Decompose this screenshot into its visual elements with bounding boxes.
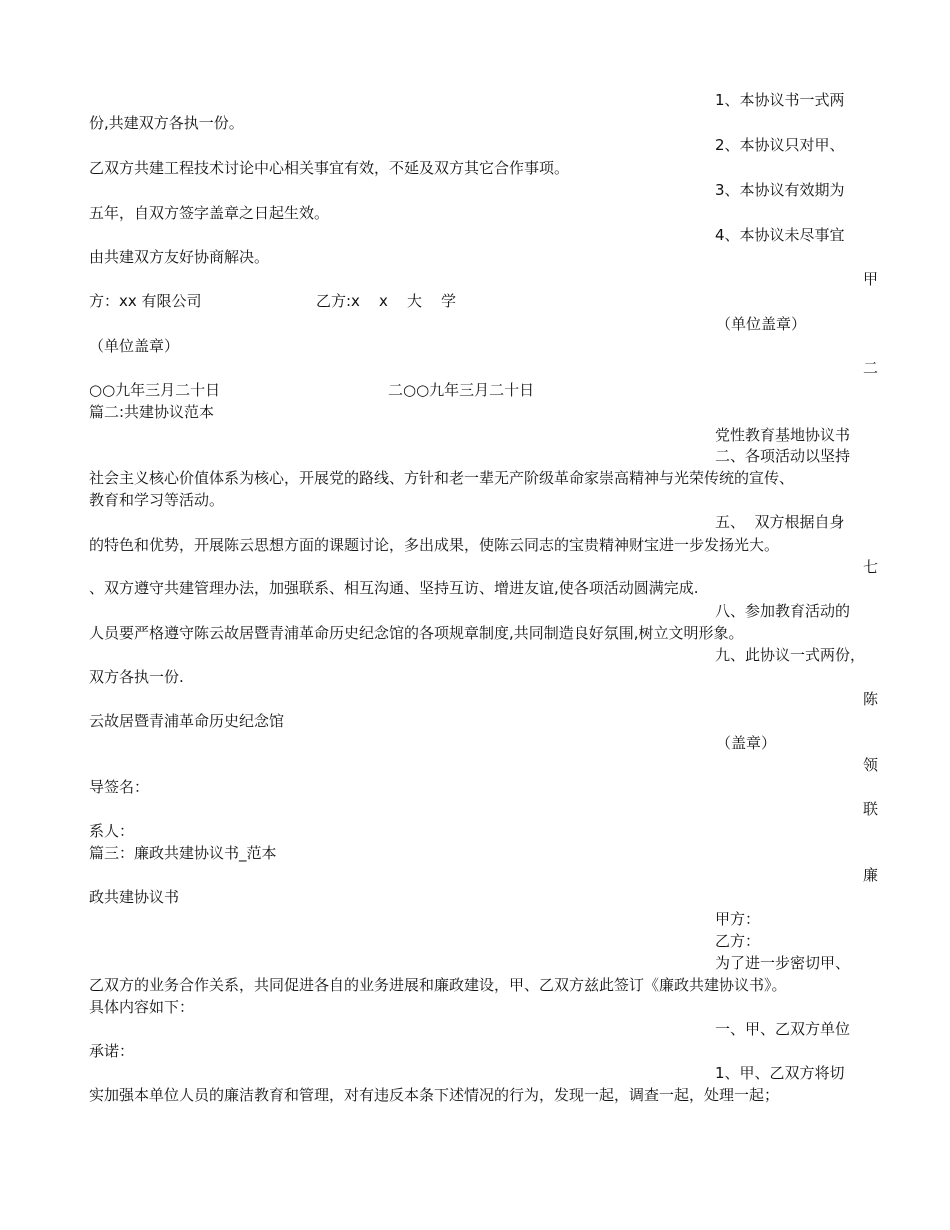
text-line: 八、参加教育活动的 [715, 602, 851, 620]
text-line: 承诺： [89, 1042, 135, 1060]
text-line: 廉 [863, 866, 879, 884]
text-line: 系人： [89, 822, 135, 840]
text-line: 乙双方的业务合作关系，共同促进各自的业务进展和廉政建设，甲、乙双方兹此签订《廉政共建协议书》。 [89, 976, 787, 994]
date-text: ○○九年三月二十日 [89, 381, 221, 399]
text-line: 份,共建双方各执一份。 [89, 114, 244, 132]
seal-label: （盖章） [716, 734, 777, 752]
text-line: 领 [863, 756, 879, 774]
text-line: 乙方： [715, 932, 761, 950]
party-b-name: 乙方:x x 大 学 [316, 292, 457, 310]
text-line: 二 [863, 359, 879, 377]
text-line: 2、本协议只对甲、 [715, 136, 845, 154]
text-line: 1、本协议书一式两 [715, 91, 845, 109]
text-line: 甲 [863, 270, 879, 288]
text-line: 实加强本单位人员的廉洁教育和管理，对有违反本条下述情况的行为，发现一起，调查一起，处理一起； [89, 1086, 780, 1104]
section-heading: 篇三：廉政共建协议书_范本 [89, 844, 277, 862]
text-line: 人员要严格遵守陈云故居暨青浦革命历史纪念馆的各项规章制度,共同制造良好氛围,树立文明形象。 [89, 624, 744, 642]
text-line: 五年，自双方签字盖章之日起生效。 [89, 204, 330, 222]
text-line: 为了进一步密切甲、 [715, 954, 851, 972]
text-line: 的特色和优势，开展陈云思想方面的课题讨论，多出成果，使陈云同志的宝贵精神财宝进一步发扬光大。 [89, 536, 780, 554]
text-line: 甲方： [715, 910, 761, 928]
text-line: 联 [863, 800, 879, 818]
section-heading: 篇二:共建协议范本 [89, 403, 215, 421]
text-line: 由共建双方友好协商解决。 [89, 248, 270, 266]
text-line: 二、各项活动以坚持 [715, 447, 851, 465]
text-line: 1、甲、乙双方将切 [715, 1064, 845, 1082]
text-line: 教育和学习等活动。 [89, 491, 225, 509]
seal-label: （单位盖章） [89, 337, 180, 355]
party-a-name: 方：xx 有限公司 [89, 292, 202, 310]
text-line: 党性教育基地协议书 [715, 426, 851, 444]
text-line: 导签名： [89, 778, 150, 796]
text-line: 社会主义核心价值体系为核心，开展党的路线、方针和老一辈无产阶级革命家崇高精神与光荣传统的宣传、 [89, 469, 795, 487]
text-line: 一、甲、乙双方单位 [715, 1020, 851, 1038]
text-line: 陈 [863, 690, 879, 708]
text-line: 4、本协议未尽事宜 [715, 226, 845, 244]
text-line: 七 [863, 558, 879, 576]
seal-label: （单位盖章） [716, 315, 807, 333]
text-line: 具体内容如下： [89, 998, 195, 1016]
text-line: 政共建协议书 [89, 888, 180, 906]
text-line: 3、本协议有效期为 [715, 181, 845, 199]
text-line: 、双方遵守共建管理办法，加强联系、相互沟通、坚持互访、增进友谊,使各项活动圆满完成. [89, 579, 699, 597]
text-line: 乙双方共建工程技术讨论中心相关事宜有效，不延及双方其它合作事项。 [89, 159, 570, 177]
text-line: 双方各执一份. [89, 668, 184, 686]
text-line: 五、 双方根据自身 [715, 513, 845, 531]
date-text: 二○○九年三月二十日 [388, 381, 535, 399]
text-line: 九、此协议一式两份， [715, 646, 866, 664]
text-line: 云故居暨青浦革命历史纪念馆 [89, 712, 285, 730]
